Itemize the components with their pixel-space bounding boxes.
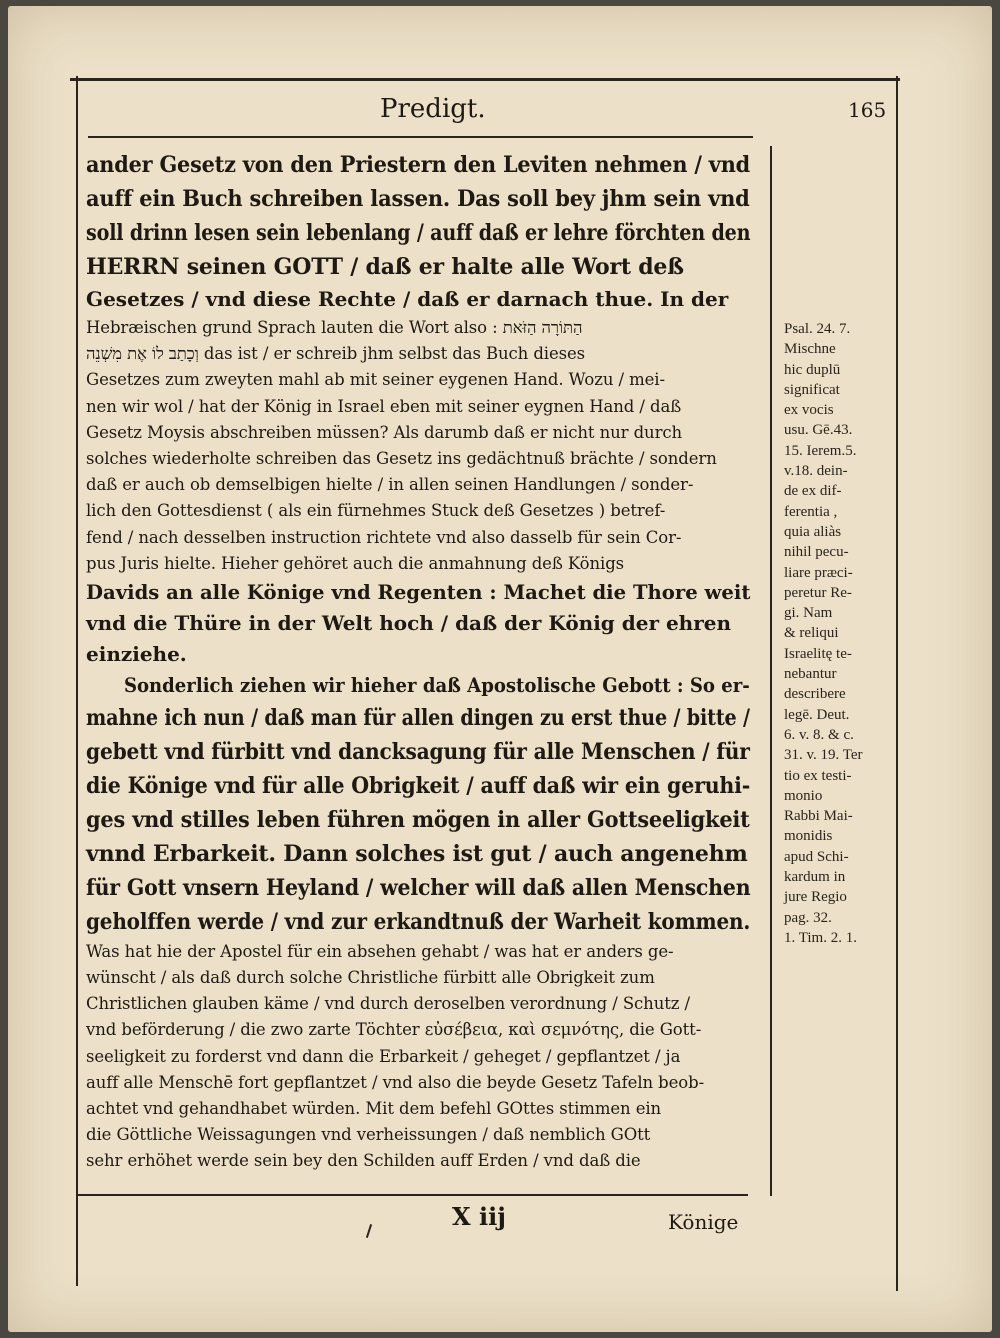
text-line: seeligkeit zu forderst vnd dann die Erbarkeit / geheget / gepflantzet / ja [86, 1046, 681, 1066]
margin-note-line: nihil pecu- [784, 544, 849, 561]
margin-note-line: hic duplū [784, 361, 841, 378]
margin-note-line: Rabbi Mai- [784, 808, 853, 825]
frame-rule-right [896, 76, 898, 1291]
text-line: wünscht / als daß durch solche Christliche fürbitt alle Obrigkeit zum [86, 968, 655, 988]
frame-rule-left [76, 76, 78, 1286]
margin-note-line: & reliqui [784, 625, 839, 642]
book-page [8, 6, 992, 1332]
text-line: fend / nach desselben instruction richtete vnd also dasselb für sein Cor- [86, 527, 682, 547]
margin-note-line: significat [784, 381, 840, 398]
text-line: mahne ich nun / daß man für allen dingen zu erst thue / bitte / [86, 704, 750, 731]
text-line: Was hat hie der Apostel für ein absehen gehabt / was hat er anders ge- [86, 941, 674, 961]
text-line: vnd beförderung / die zwo zarte Töchter εὐσέβεια, καὶ σεμνότης, die Gott- [86, 1020, 702, 1040]
margin-note-line: nebantur [784, 666, 837, 683]
text-line: auff alle Menschē fort gepflantzet / vnd also die beyde Gesetz Tafeln beob- [86, 1072, 705, 1092]
text-line: Sonderlich ziehen wir hieher daß Apostolische Gebott : So er- [123, 672, 750, 697]
text-line: HERRN seinen GOTT / daß er halte alle Wort deß [86, 254, 684, 280]
text-line: die Göttliche Weissagungen vnd verheissungen / daß nemblich GOtt [86, 1125, 651, 1145]
tick-mark [366, 1224, 372, 1238]
text-line: gebett vnd fürbitt vnd dancksagung für alle Menschen / für [86, 738, 750, 765]
margin-note-line: 15. Ierem.5. [784, 442, 857, 459]
text-line: einziehe. [86, 641, 187, 666]
text-line: וְכָתַב לוֹ אֶת מִשְׁנֵה das ist / er schreib jhm selbst das Buch dieses [86, 344, 586, 364]
text-line: pus Juris hielte. Hieher gehöret auch die anmahnung deß Königs [86, 553, 625, 573]
text-line: achtet vnd gehandhabet würden. Mit dem befehl GOttes stimmen ein [86, 1099, 662, 1118]
margin-note-line: Mischne [784, 341, 836, 358]
margin-note-line: kardum in [784, 869, 846, 886]
margin-note-line: describere [784, 686, 846, 703]
margin-note-line: monidis [784, 828, 833, 845]
text-line: Gesetzes zum zweyten mahl ab mit seiner eygenen Hand. Wozu / mei- [86, 370, 665, 390]
margin-note-line: usu. Gē.43. [784, 422, 853, 439]
text-line: vnnd Erbarkeit. Dann solches ist gut / auch angenehm [86, 840, 748, 867]
text-line: vnd die Thüre in der Welt hoch / daß der König der ehren [86, 610, 732, 635]
signature-mark: X iij [452, 1202, 506, 1231]
margin-note-line: ex vocis [784, 402, 834, 419]
text-line: auff ein Buch schreiben lassen. Das soll bey jhm sein vnd [86, 186, 750, 212]
frame-rule-top [70, 78, 900, 81]
margin-note-line: jure Regio [784, 889, 847, 906]
margin-note-line: legē. Deut. [784, 706, 850, 723]
margin-note-line: ferentia , [784, 503, 838, 520]
footer-rule [78, 1194, 748, 1196]
margin-note-line: 1. Tim. 2. 1. [784, 929, 857, 946]
catchword: Könige [668, 1210, 739, 1234]
page-number: 165 [848, 98, 887, 122]
text-line: Christlichen glauben käme / vnd durch deroselben verordnung / Schutz / [86, 994, 690, 1014]
margin-note-line: de ex dif- [784, 483, 842, 500]
header-rule [88, 136, 753, 138]
text-line: soll drinn lesen sein lebenlang / auff daß er lehre förchten den [86, 220, 751, 246]
text-line: lich den Gottesdienst ( als ein fürnehmes Stuck deß Gesetzes ) betref- [86, 501, 666, 521]
margin-note-line: 31. v. 19. Ter [784, 747, 863, 764]
margin-note-line: Israelitę te- [784, 645, 852, 662]
text-line: daß er auch ob demselbigen hielte / in allen seinen Handlungen / sonder- [86, 475, 694, 495]
running-head: Predigt. [380, 94, 486, 124]
margin-note-line: apud Schi- [784, 848, 849, 865]
text-line: nen wir wol / hat der König in Israel eben mit seiner eygnen Hand / daß [86, 396, 682, 416]
column-divider [770, 146, 772, 1196]
margin-note-line: tio ex testi- [784, 767, 852, 784]
text-line: Gesetz Moysis abschreiben müssen? Als darumb daß er nicht nur durch [86, 422, 683, 442]
text-line: ges vnd stilles leben führen mögen in aller Gottseeligkeit [86, 806, 750, 833]
margin-note-line: pag. 32. [784, 909, 832, 926]
margin-note-line: liare præci- [784, 564, 853, 581]
margin-note-line: peretur Re- [784, 584, 852, 601]
margin-note-line: v.18. dein- [784, 463, 848, 480]
text-line: geholffen werde / vnd zur erkandtnuß der Warheit kommen. [86, 908, 751, 935]
text-line: die Könige vnd für alle Obrigkeit / auff daß wir ein geruhi- [86, 772, 751, 799]
text-line: ander Gesetz von den Priestern den Leviten nehmen / vnd [86, 152, 751, 178]
text-line: solches wiederholte schreiben das Gesetz ins gedächtnuß brächte / sondern [86, 448, 717, 468]
margin-note-line: 6. v. 8. & c. [784, 726, 854, 743]
margin-note [784, 319, 892, 948]
text-line: für Gott vnsern Heyland / welcher will daß allen Menschen [86, 874, 751, 901]
margin-note-line: gi. Nam [784, 605, 833, 622]
margin-note-line: monio [784, 787, 823, 804]
text-line: Davids an alle Könige vnd Regenten : Machet die Thore weit [86, 579, 751, 604]
text-line: sehr erhöhet werde sein bey den Schilden auff Erden / vnd daß die [86, 1151, 641, 1171]
main-text-column [86, 148, 750, 1175]
text-line: Gesetzes / vnd diese Rechte / daß er darnach thue. In der [86, 287, 729, 311]
margin-note-line: quia aliàs [784, 523, 842, 540]
margin-note-line: Psal. 24. 7. [784, 321, 851, 337]
text-line: Hebræischen grund Sprach lauten die Wort also : הַתּוֹרָה הַזֹּאת [86, 318, 583, 337]
